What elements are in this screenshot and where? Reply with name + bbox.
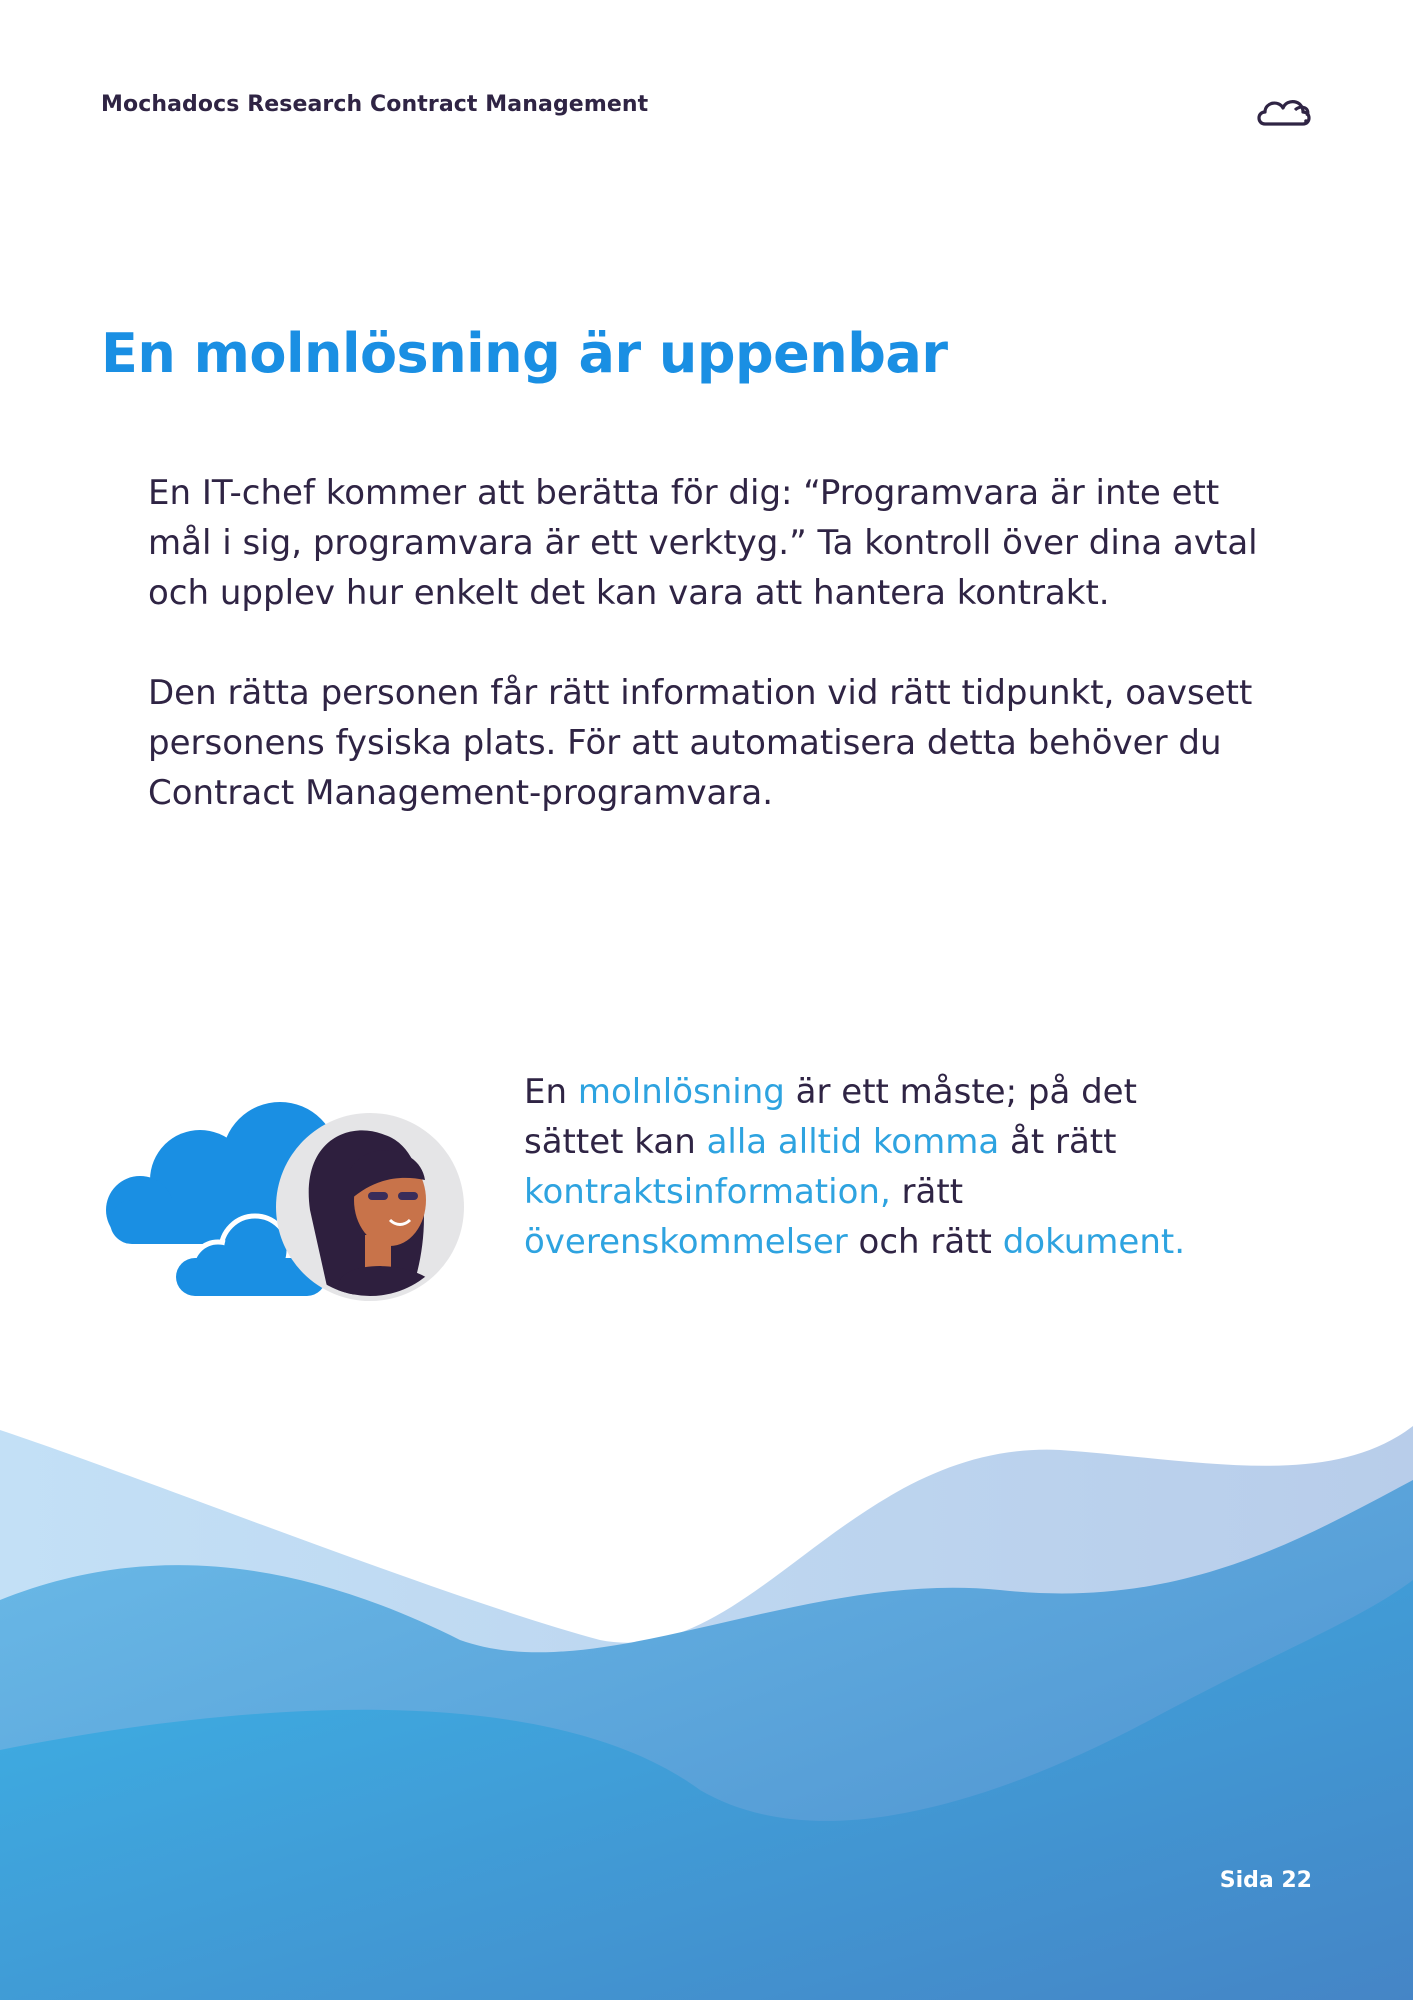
decorative-waves (0, 1420, 1413, 2000)
page-number: Sida 22 (1219, 1868, 1312, 1893)
cloud-person-illustration (100, 1080, 470, 1320)
page-title: En molnlösning är uppenbar (101, 322, 948, 385)
intro-paragraph: En IT-chef kommer att berätta för dig: “Programvara är inte ett mål i sig, programvara är ett verktyg.” Ta kontroll över dina avtal och upplev hur enkelt det kan vara att hantera kontrakt. (148, 473, 1258, 613)
document-header-title: Mochadocs Research Contract Management (101, 92, 649, 117)
cloud-logo-icon (1255, 90, 1315, 130)
cloud-callout: En molnlösning är ett måste; på det sättet kan alla alltid komma åt rätt kontraktsinformation, rätt överenskommelser och rätt dokument. (524, 1072, 1186, 1262)
second-paragraph: Den rätta personen får rätt information vid rätt tidpunkt, oavsett personens fysiska plats. För att automatisera detta behöver du Contract Management-programvara. (148, 673, 1253, 813)
